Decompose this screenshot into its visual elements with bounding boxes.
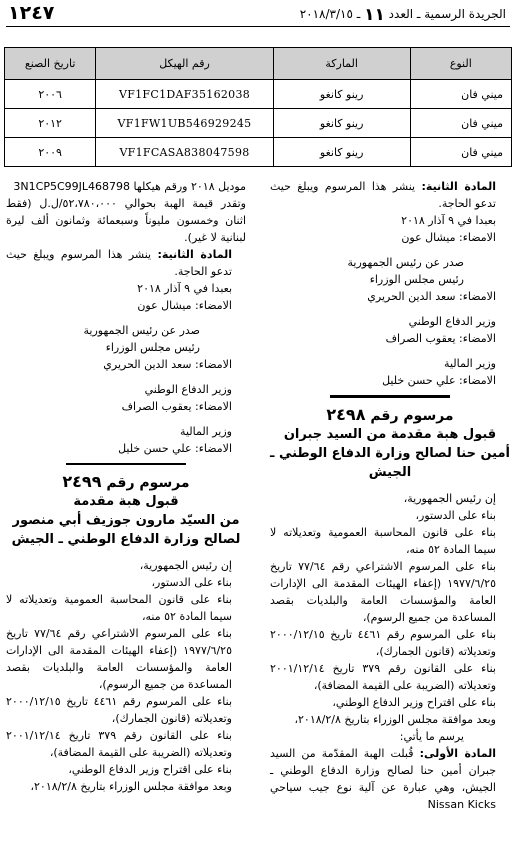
preamble-proposal: بناء على اقتراح وزير الدفاع الوطني،	[68, 763, 232, 776]
finance-minister-signature: الامضاء: علي حسن خليل	[382, 374, 496, 387]
table-row	[5, 138, 512, 167]
gift-value: وتقدر قيمة الهبة بحوالي ٥٢،٧٨٠،٠٠٠/ل.ل (فقط اثنان وخمسون مليوناً وسبعمائة وثمانون ألف ليرة لبنانية لا غير).	[6, 197, 246, 244]
preamble-vat: بناء على القانون رقم ٣٧٩ تاريخ ٢٠٠١/١٢/١٤ وتعديلاته (الضريبة على القيمة المضافة)،	[270, 662, 496, 692]
header-rule	[6, 26, 510, 27]
finance-minister-signature: الامضاء: علي حسن خليل	[118, 442, 232, 455]
defense-minister-title: وزير الدفاع الوطني	[408, 315, 496, 328]
cell-year: ٢٠٠٦	[5, 80, 96, 109]
vehicles-table	[4, 47, 512, 167]
preamble-customs: بناء على المرسوم رقم ٤٤٦١ تاريخ ٢٠٠٠/١٢/١٥ وتعديلاته (قانون الجمارك)،	[6, 695, 233, 725]
preamble-accounting-law: بناء على قانون المحاسبة العمومية وتعديلاته لا سيما المادة ٥٢ منه،	[270, 526, 496, 556]
preamble-president: إن رئيس الجمهورية،	[139, 559, 232, 572]
decree-heading	[270, 406, 510, 425]
table-header-row	[5, 48, 512, 80]
preamble-council: وبعد موافقة مجلس الوزراء بتاريخ ٢٠١٨/٢/٨،	[30, 780, 232, 793]
vehicle-model: Nissan Kicks	[427, 798, 496, 811]
article-1-text: قُبلت الهبة المقدّمة من السيد جبران أمين حنا لصالح وزارة الدفاع الوطني ـ الجيش، وهي عبارة عن آلية نوع جيب سياحي	[270, 747, 496, 794]
decree-heading	[6, 473, 246, 492]
president-signature: الامضاء: ميشال عون	[137, 299, 232, 312]
finance-minister-title: وزير المالية	[444, 357, 496, 370]
gazette-title	[300, 5, 506, 25]
vehicle-chassis: 3N1CP5C99JL468798	[13, 180, 131, 193]
preamble-customs: بناء على المرسوم رقم ٤٤٦١ تاريخ ٢٠٠٠/١٢/١٥ وتعديلاته (قانون الجمارك)،	[270, 628, 497, 658]
signing-date: بعبدا في ٩ آذار ٢٠١٨	[401, 214, 496, 227]
defense-minister-signature: الامضاء: يعقوب الصراف	[385, 332, 496, 345]
preamble-constitution: بناء على الدستور،	[151, 576, 232, 589]
cell-chassis: VF1FCASA838047598	[96, 138, 273, 167]
decree-title-line-3: لصالح وزارة الدفاع الوطني ـ الجيش	[11, 532, 241, 547]
section-divider	[66, 463, 186, 465]
cell-year: ٢٠١٢	[5, 109, 96, 138]
decree-number: ٢٤٩٩	[62, 472, 102, 491]
issued-by: صدر عن رئيس الجمهورية	[83, 324, 200, 337]
issue-number: ١١	[364, 5, 385, 25]
table-row	[5, 80, 512, 109]
decree-title: قبول هبة مقدمة من السيد جبران أمين حنا لصالح وزارة الدفاع الوطني ـ الجيش	[270, 427, 510, 480]
decree-number: ٢٤٩٨	[326, 405, 366, 424]
header-brand: الماركة	[273, 48, 410, 80]
issued-by: صدر عن رئيس الجمهورية	[347, 256, 464, 269]
gazette-name: الجريدة الرسمية ـ العدد	[388, 7, 506, 21]
pm-title: رئيس مجلس الوزراء	[369, 273, 464, 286]
article-2-text: ينشر هذا المرسوم ويبلغ حيث تدعو الحاجة.	[6, 248, 232, 278]
right-column	[270, 178, 510, 813]
pm-title: رئيس مجلس الوزراء	[105, 341, 200, 354]
preamble-accounting-law: بناء على قانون المحاسبة العمومية وتعديلاته لا سيما المادة ٥٢ منه،	[6, 593, 232, 623]
cell-brand: رينو كانغو	[273, 80, 410, 109]
decree-title-line-2: من السيّد مارون جوزيف أبي منصور	[12, 513, 240, 528]
cell-type: ميني فان	[410, 80, 511, 109]
cell-type: ميني فان	[410, 109, 511, 138]
president-signature: الامضاء: ميشال عون	[401, 231, 496, 244]
preamble-president: إن رئيس الجمهورية،	[403, 492, 496, 505]
article-1	[270, 745, 510, 813]
article-2-text: ينشر هذا المرسوم ويبلغ حيث تدعو الحاجة.	[270, 180, 496, 210]
signing-date: بعبدا في ٩ آذار ٢٠١٨	[137, 282, 232, 295]
left-column	[6, 178, 246, 795]
header-chassis: رقم الهيكل	[96, 48, 273, 80]
model-text: موديل ٢٠١٨ ورقم هيكلها	[133, 180, 246, 193]
table-row	[5, 109, 512, 138]
decrees-following: يرسم ما يأتي:	[399, 730, 464, 743]
preamble-vat: بناء على القانون رقم ٣٧٩ تاريخ ٢٠٠١/١٢/١٤ وتعديلاته (الضريبة على القيمة المضافة)،	[6, 729, 232, 759]
cell-brand: رينو كانغو	[273, 109, 410, 138]
pm-signature: الامضاء: سعد الدين الحريري	[367, 290, 496, 303]
decree-title-line-1: قبول هبة مقدمة	[73, 494, 179, 509]
header-year: تاريخ الصنع	[5, 48, 96, 80]
preamble-decree-law: بناء على المرسوم الاشتراعي رقم ٧٧/٦٤ تاريخ ١٩٧٧/٦/٢٥ (إعفاء الهيئات المقدمة الى الإدارات العامة والمؤسسات العامة والبلديات بقصد المساعدة من جميع الرسوم)،	[6, 627, 232, 691]
decree-label: مرسوم رقم	[370, 408, 454, 424]
article-2-label: المادة الثانية:	[157, 248, 232, 261]
issue-date: ـ ٢٠١٨/٣/١٥	[299, 7, 361, 21]
article-2-label: المادة الثانية:	[421, 180, 496, 193]
vehicle-chassis-line	[6, 178, 246, 195]
preamble-decree-law: بناء على المرسوم الاشتراعي رقم ٧٧/٦٤ تاريخ ١٩٧٧/٦/٢٥ (إعفاء الهيئات المقدمة الى الإدارات العامة والمؤسسات العامة والبلديات بقصد المساعدة من جميع الرسوم)،	[270, 560, 496, 624]
defense-minister-signature: الامضاء: يعقوب الصراف	[121, 400, 232, 413]
preamble-constitution: بناء على الدستور،	[415, 509, 496, 522]
header-type: النوع	[410, 48, 511, 80]
pm-signature: الامضاء: سعد الدين الحريري	[103, 358, 232, 371]
page-number: ١٢٤٧	[8, 2, 55, 24]
page-header	[0, 0, 516, 24]
cell-year: ٢٠٠٩	[5, 138, 96, 167]
finance-minister-title: وزير المالية	[180, 425, 232, 438]
preamble-proposal: بناء على اقتراح وزير الدفاع الوطني،	[332, 696, 496, 709]
cell-chassis: VF1FW1UB546929245	[96, 109, 273, 138]
article-2	[270, 178, 510, 212]
article-2	[6, 246, 246, 280]
article-1-label: المادة الأولى:	[419, 747, 496, 760]
cell-type: ميني فان	[410, 138, 511, 167]
defense-minister-title: وزير الدفاع الوطني	[144, 383, 232, 396]
preamble-council: وبعد موافقة مجلس الوزراء بتاريخ ٢٠١٨/٢/٨،	[294, 713, 496, 726]
decree-label: مرسوم رقم	[106, 475, 190, 491]
section-divider	[330, 395, 450, 398]
cell-chassis: VF1FC1DAF35162038	[96, 80, 273, 109]
cell-brand: رينو كانغو	[273, 138, 410, 167]
